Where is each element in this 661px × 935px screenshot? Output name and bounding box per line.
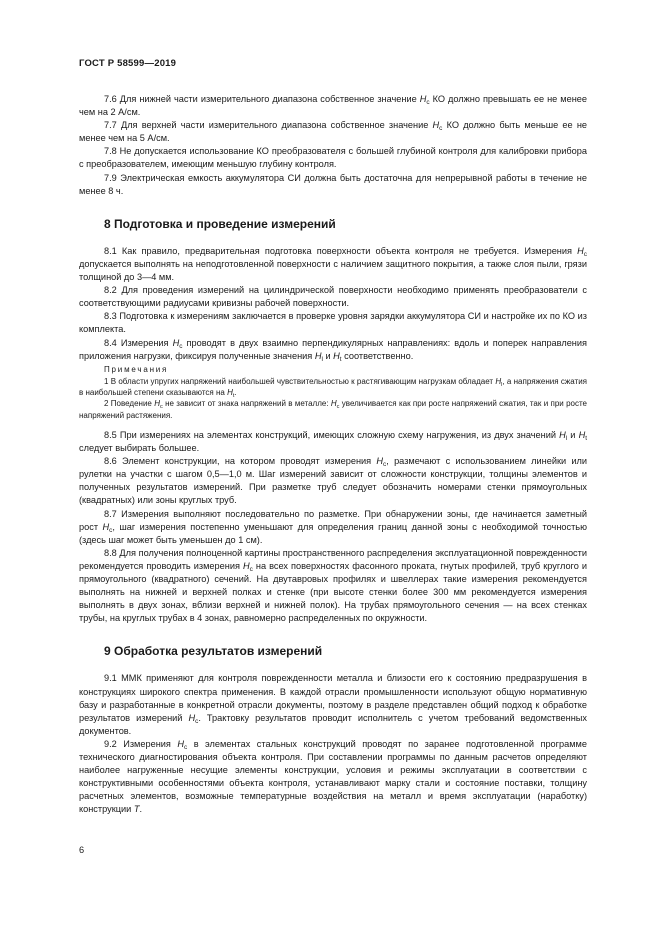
clause-7-7: 7.7 Для верхней части измерительного диапазона собственное значение $H_с$ КО должно быть меньше ее не менее чем на 5 А/см. [79,120,588,144]
clause-8-8: 8.8 Для получения полноценной картины пространственного распределения эксплуатационной поврежденности рекомендуется проводить измерения $H_с$ на всех поверхностях фасонного проката, гнутых профилей, труб круглого и прямоугольного (квадратного) сечений. На двутавровых профилях и швеллерах такие измерения рекомендуется выполнять на нижней и верхней полках и стенке (при высоте стенки более 300 мм рекомендуется измерения выполнять в двух зонах, вблизи верхней и нижней полок). На трубах прямоугольного сечения — на всех стенках трубы, на круглых трубах в 4 зонах, равномерно распределенных по окружности. [79,547,587,624]
clause-8-3: 8.3 Подготовка к измерениям заключается в проверке уровня зарядки аккумулятора СИ и настройке их по КО из комплекта. [79,311,587,335]
section-9-body [79,672,587,816]
clause-8-4: 8.4 Измерения $H_с$ проводят в двух взаимно перпендикулярных направлениях: вдоль и поперек направления приложения нагрузки, фиксируя полученные значения $H_l$ и $H_t$ соответственно. [79,337,587,363]
clause-8-7: 8.7 Измерения выполняют последовательно по разметке. При обнаружении зоны, где начинается заметный рост $H_с$, шаг измерения постепенно уменьшают для определения границ данной зоны с необходимой точностью (здесь шаг может быть уменьшен до 1 см). [79,508,587,545]
note-1: 1 В области упругих напряжений наибольшей чувствительностью к растягивающим нагрузкам обладает $H_l$, а напряжения сжатия в наибольшей степени сказываются на $H_t$. [79,376,587,400]
section-7-continuation [79,93,587,198]
clause-8-5: 8.5 При измерениях на элементах конструкций, имеющих сложную схему нагружения, из двух значений $H_l$ и $H_t$ следует выбирать большее. [79,429,587,454]
clause-9-2: 9.2 Измерения $H_с$ в элементах стальных конструкций проводят по заранее подготовленной программе технического диагностирования объекта контроля. При составлении программы по данным расчетов определяют наиболее нагруженные несущие элементы конструкции, условия и режимы эксплуатации в соответствии с конструктивными особенностями объекта контроля, устанавливают марку стали и состояние поставки, толщину расчетных элементов, возможные температурные воздействия на металл и время эксплуатации (наработку) конструкции T. [79,738,587,815]
section-9-title: 9 Обработка результатов измерений [104,644,323,659]
page-number: 6 [79,845,85,855]
section-8-body [79,245,587,626]
clause-8-6: 8.6 Элемент конструкции, на котором проводят измерения $H_с$, размечают с использованием линейки или рулетки на участки с шагом 0,5—1,0 м. Шаг измерений зависит от сложности конструкции, толщины элементов и полученных результатов измерений. При разметке труб следует обозначить номерами стенки прямоугольных (квадратных) или зоны круглых труб. [79,456,588,506]
notes-title: Примечания [104,364,169,374]
clause-8-1: 8.1 Как правило, предварительная подготовка поверхности объекта контроля не требуется. Измерения $H_с$ допускается выполнять на неподготовленной поверхности с наличием защитного покрытия, а также слоя пыли, грязи толщиной до 3—4 мм. [79,245,587,283]
note-2: 2 Поведение $H_с$ не зависит от знака напряжений в металле: $H_с$ увеличивается как при росте напряжений сжатия, так и при росте напряжений растяжения. [79,399,588,420]
clause-7-6: 7.6 Для нижней части измерительного диапазона собственное значение $H_с$ КО должно превышать ее не менее чем на 2 А/см. [79,94,588,118]
clause-8-2: 8.2 Для проведения измерений на цилиндрической поверхности необходимо применять преобразователи с соответствующими радиусами кривизны рабочей поверхности. [79,285,587,309]
notes-block [79,363,587,421]
page-content [79,93,587,817]
clause-9-1: 9.1 ММК применяют для контроля поврежденности металла и близости его к состоянию предразрушения в конструкциях широкого спектра применения. В каждой отрасли промышленности используют общую нормативную базу и разработанные в конкретной отрасли документы, поэтому в разделе представлен общий подход к обработке результатов измерений $H_с$. Трактовку результатов проводит исполнитель с учетом требований ведомственных документов. [79,673,587,736]
section-8-title: 8 Подготовка и проведение измерений [104,216,336,231]
clause-7-9: 7.9 Электрическая емкость аккумулятора СИ должна быть достаточна для непрерывной работы в течение не менее 8 ч. [79,172,587,196]
clause-7-8: 7.8 Не допускается использование КО преобразователя с большей глубиной контроля для калибровки прибора с преобразователем, имеющим меньшую глубину контроля. [79,146,587,170]
standard-header: ГОСТ Р 58599—2019 [79,58,177,69]
